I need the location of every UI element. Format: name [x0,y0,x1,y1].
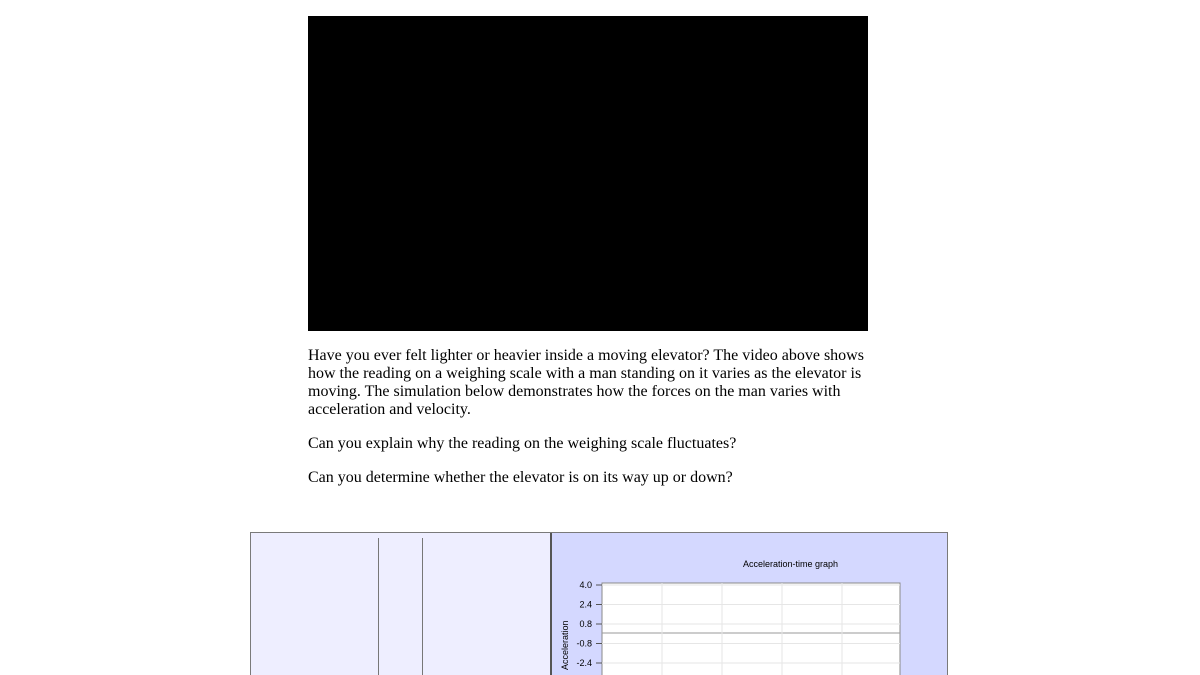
acceleration-graph-pane [551,533,947,675]
elevator-pane[interactable] [251,533,551,675]
y-tick-label: -0.8 [576,638,592,649]
elevator-cable-left [378,538,379,675]
y-axis-label: Acceleration [560,620,570,670]
elevator-cable-right [422,538,423,675]
y-tick-label: 2.4 [579,599,592,610]
graph-title: Acceleration-time graph [742,559,839,569]
acceleration-time-graph [552,533,948,675]
y-tick-label: -2.4 [576,658,592,668]
elevator-simulation[interactable] [250,532,948,675]
plot-area [602,583,900,675]
question-direction: Can you determine whether the elevator is on its way up or down? [308,469,733,486]
question-fluctuation: Can you explain why the reading on the weighing scale fluctuates? [308,435,737,452]
y-tick-label: 4.0 [579,580,592,590]
y-tick-label: 0.8 [579,619,592,629]
intro-paragraph: Have you ever felt lighter or heavier inside a moving elevator? The video above shows how the reading on a weighing scale with a man standing on it varies as the elevator is moving. The simulation below demonstrates how the forces on the man varies with acceleration and velocity. [308,347,864,418]
article-text [308,347,868,503]
video-player[interactable] [308,16,868,331]
